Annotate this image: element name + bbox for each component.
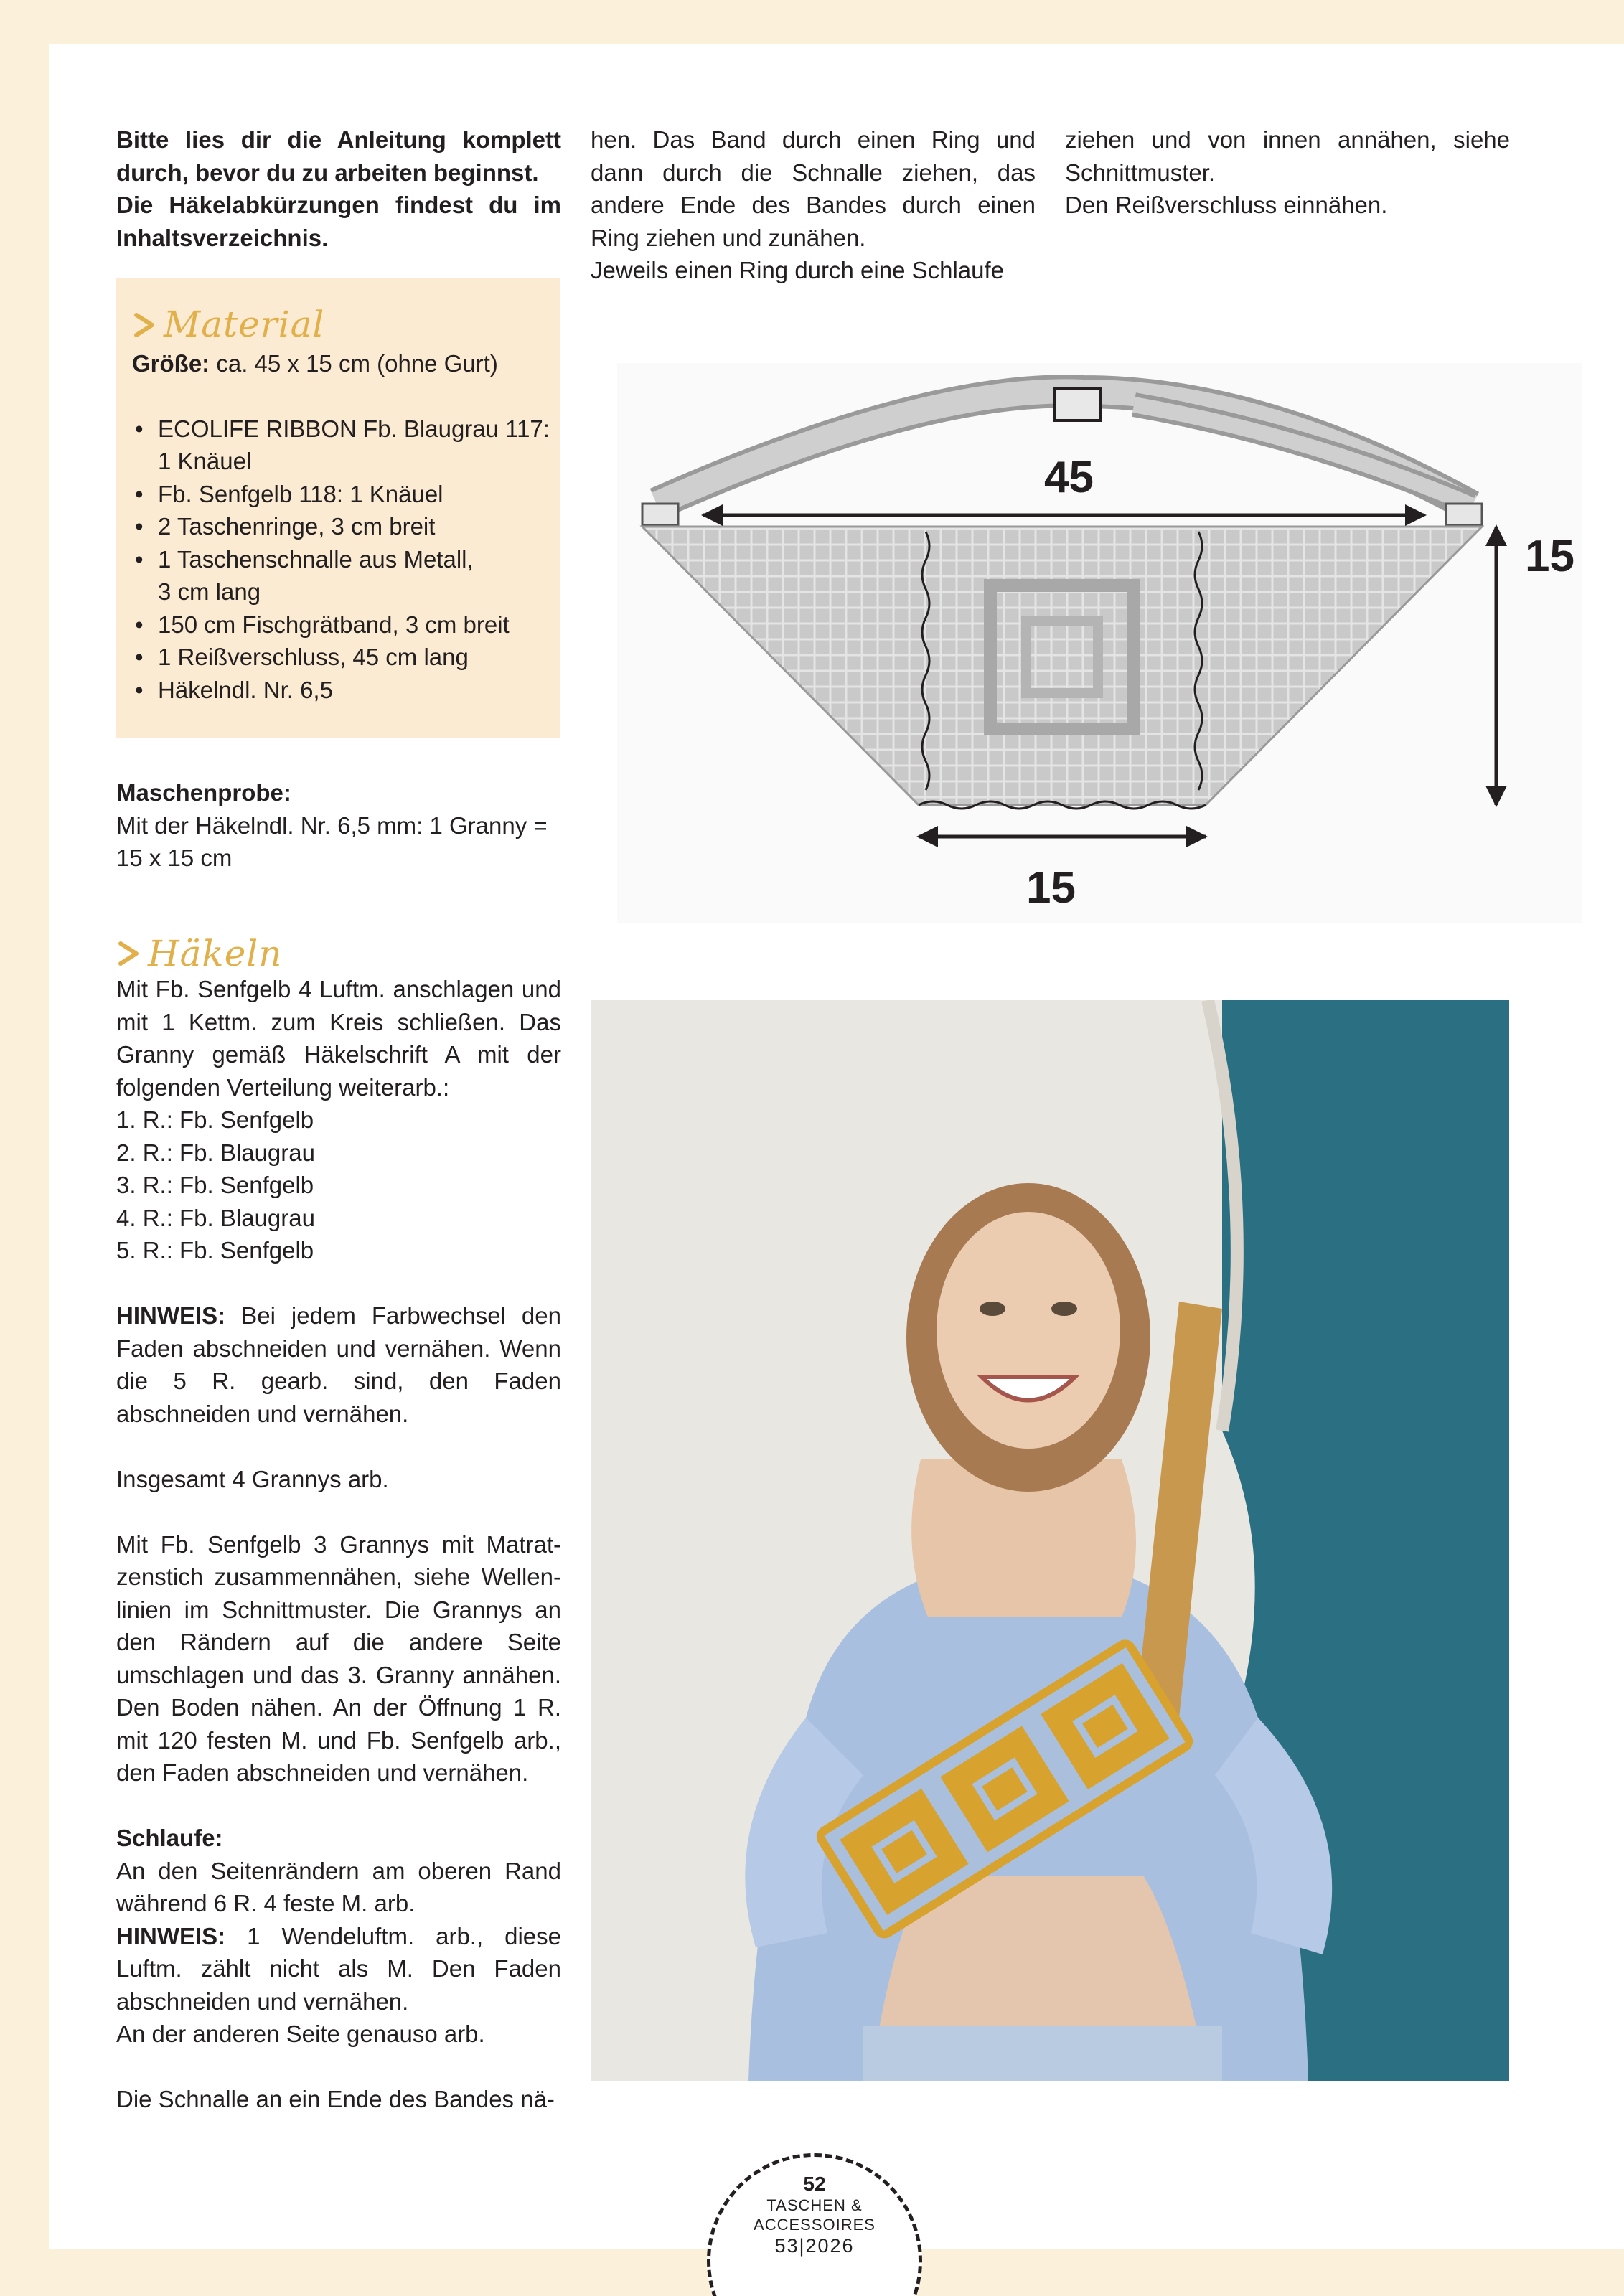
intro-text	[116, 123, 561, 254]
material-box	[116, 278, 560, 738]
list-item: • ECOLIFE RIBBON Fb. Blaugrau 117:	[132, 413, 560, 446]
size-line	[132, 347, 560, 380]
crochet-heading	[116, 931, 283, 976]
issue-number: 53|2026	[774, 2235, 855, 2257]
size-value: ca. 45 x 15 cm (ohne Gurt)	[210, 350, 498, 377]
col2-paragraph: hen. Das Band durch einen Ring und dann durch die Schnalle ziehen, das andere Ende des Bandes durch einen Ring ziehen und zunähen.	[591, 126, 1036, 251]
column-2-text	[591, 123, 1036, 287]
hint-paragraph	[116, 1299, 561, 1430]
page-badge	[707, 2153, 922, 2296]
column-3-text	[1065, 123, 1510, 222]
gauge-text: Mit der Häkelndl. Nr. 6,5 mm: 1 Granny = 15 x 15 cm	[116, 811, 548, 871]
product-photo	[591, 1000, 1509, 2081]
row-line: 2. R.: Fb. Blaugrau	[116, 1139, 315, 1166]
size-label: Größe:	[132, 350, 210, 377]
gauge-section	[116, 776, 561, 875]
magazine-line-2: ACCESSOIRES	[754, 2216, 876, 2234]
total-text: Insgesamt 4 Grannys arb.	[116, 1465, 389, 1492]
row-line: 5. R.: Fb. Senfgelb	[116, 1237, 314, 1264]
page-number: 52	[803, 2173, 826, 2195]
loop-text: An den Seitenrändern am oberen Rand während 6 R. 4 feste M. arb.	[116, 1857, 561, 1916]
ring-right	[1446, 504, 1482, 525]
buckle-text: Die Schnalle an ein Ende des Bandes nä-	[116, 2086, 555, 2112]
chevron-right-icon	[132, 311, 156, 339]
magazine-line-1: TASCHEN &	[766, 2196, 863, 2214]
row-line: 3. R.: Fb. Senfgelb	[116, 1172, 314, 1198]
list-item: • Fb. Senfgelb 118: 1 Knäuel	[132, 478, 560, 511]
loop-heading: Schlaufe:	[116, 1825, 223, 1851]
width-label: 45	[1044, 453, 1094, 502]
gauge-heading: Maschenprobe:	[116, 779, 291, 806]
hint-text: 1 Wendeluftm. arb., diese Luftm. zählt nicht als M. Den Faden abschneiden und vernähen.	[116, 1922, 561, 2015]
buckle	[1055, 389, 1101, 420]
intro-line-2: Die Häkelabkürzungen findest du im Inhaltsverzeichnis.	[116, 192, 561, 251]
assembly-text: Mit Fb. Senfgelb 3 Grannys mit Matrat-zenstich zusammennähen, siehe Wellen-linien im Schnittmuster. Die Grannys an den Rändern auf die andere Seite umschlagen und das 3. Granny annähen. Den Boden nähen. An der Öffnung 1 R. mit 120 festen M. und Fb. Senfgelb arb., den Faden abschneiden und vernähen.	[116, 1530, 561, 1786]
crochet-body	[116, 973, 561, 2116]
bottom-label: 15	[1026, 863, 1076, 913]
row-line: 4. R.: Fb. Blaugrau	[116, 1204, 315, 1231]
other-side-text: An der anderen Seite genauso arb.	[116, 2020, 485, 2047]
list-item: • 1 Taschenschnalle aus Metall,	[132, 543, 560, 576]
material-title: Material	[164, 304, 325, 346]
hint-text: Bei jedem Farbwechsel den Faden abschneiden und vernähen. Wenn die 5 R. gearb. sind, den Faden abschneiden und vernähen.	[116, 1302, 561, 1427]
list-item: • Häkelndl. Nr. 6,5	[132, 674, 560, 707]
list-item-continuation: 3 cm lang	[158, 578, 261, 605]
material-heading	[132, 303, 560, 347]
list-item: • 150 cm Fischgrätband, 3 cm breit	[132, 608, 560, 641]
hint-label: HINWEIS:	[116, 1922, 226, 1949]
height-label: 15	[1525, 532, 1574, 581]
row-line: 1. R.: Fb. Senfgelb	[116, 1106, 314, 1133]
chevron-right-icon	[116, 939, 141, 968]
face	[937, 1212, 1120, 1449]
col2-paragraph: Jeweils einen Ring durch eine Schlaufe	[591, 257, 1005, 283]
crochet-intro: Mit Fb. Senfgelb 4 Luftm. anschlagen und mit 1 Kettm. zum Kreis schließen. Das Granny gemäß Häkelschrift A mit der folgenden Verteilung weiterarb.:	[116, 976, 561, 1101]
loop-hint	[116, 1920, 561, 2018]
crochet-title: Häkeln	[148, 933, 283, 974]
list-item: • 1 Reißverschluss, 45 cm lang	[132, 641, 560, 674]
pattern-diagram	[617, 363, 1582, 923]
photo-illustration	[591, 1000, 1509, 2081]
list-item: • 2 Taschenringe, 3 cm breit	[132, 510, 560, 543]
material-list	[132, 413, 560, 707]
hint-label: HINWEIS:	[116, 1302, 226, 1329]
ring-left	[642, 504, 678, 525]
intro-line-1: Bitte lies dir die Anleitung komplett durch, bevor du zu arbeiten beginnst.	[116, 126, 561, 186]
list-item-continuation: 1 Knäuel	[158, 448, 252, 474]
col3-paragraph: ziehen und von innen annähen, siehe Schnittmuster.	[1065, 126, 1510, 186]
col3-paragraph: Den Reißverschluss einnähen.	[1065, 192, 1388, 218]
jeans	[863, 2026, 1222, 2081]
